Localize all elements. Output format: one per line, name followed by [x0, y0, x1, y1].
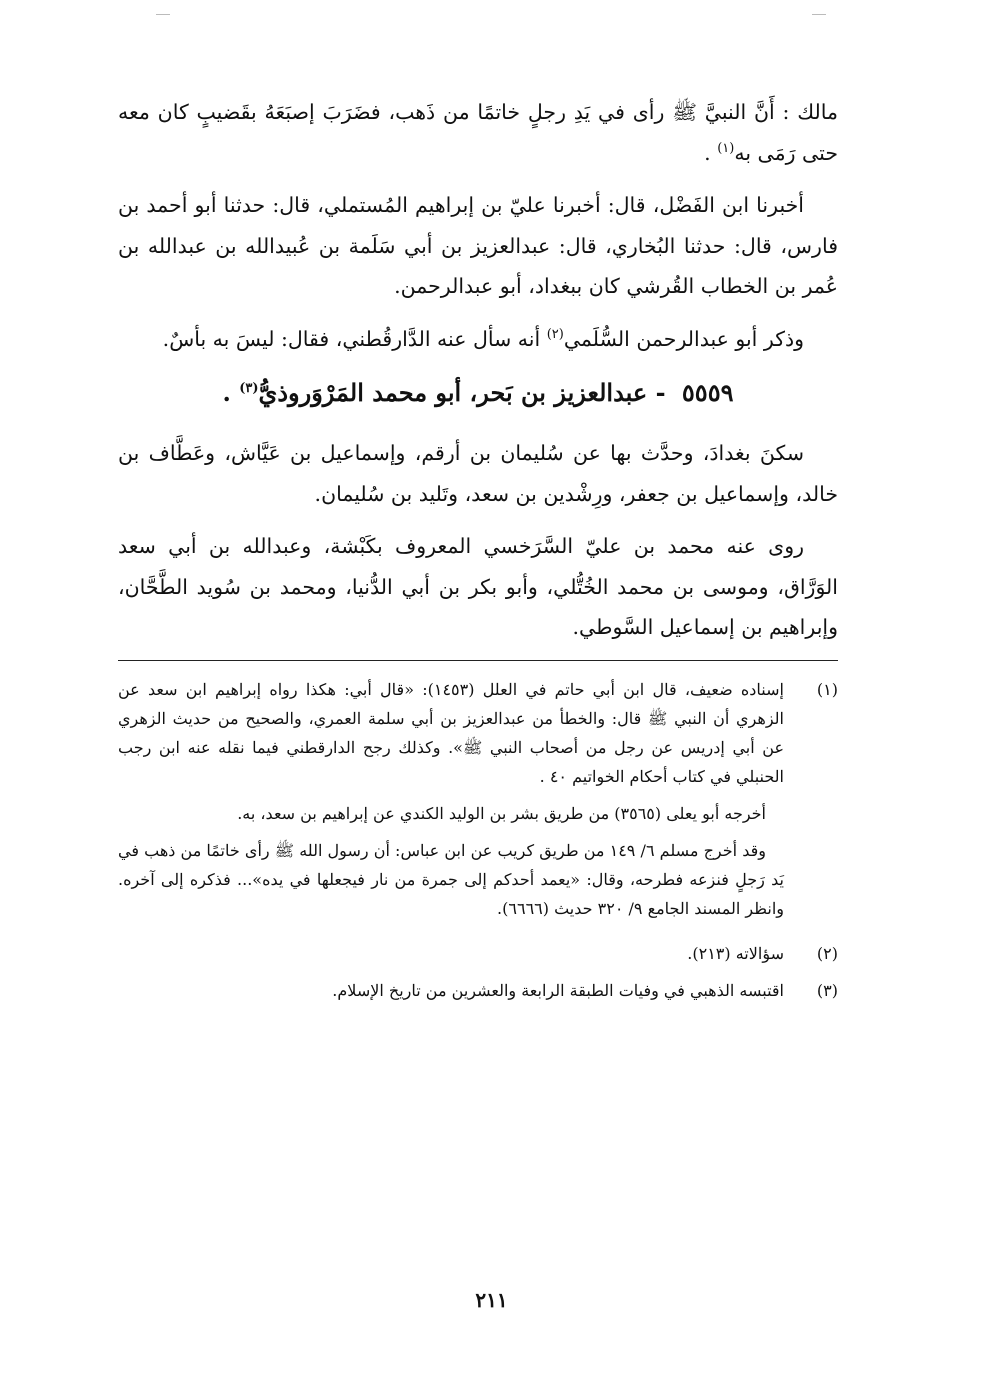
paragraph-1-text: مالك : أَنَّ النبيَّ ﷺ رأى في يَدِ رجلٍ خاتمًا من ذَهب، فضَرَبَ إصبَعَهُ بقَضيبٍ كان معه حتى رَمَى به — [118, 100, 838, 165]
paragraph-4: سكنَ بغدادَ، وحدَّث بها عن سُليمان بن أرقم، وإسماعيل بن عَيَّاش، وعَطَّاف بن خالد، وإسماعيل بن جعفر، ورِشْدين بن سعد، وتَليد بن سُليمان. — [118, 441, 838, 506]
paragraph-3-text: وذكر أبو عبدالرحمن السُّلَمي — [563, 326, 804, 351]
paragraph-1 — [118, 92, 838, 173]
footnote-3 — [118, 976, 838, 1005]
entry-number: ٥٥٥٩ — [681, 378, 734, 407]
entry-heading — [118, 371, 838, 415]
page-number: ٢١١ — [475, 1288, 508, 1312]
paragraph-5: روى عنه محمد بن عليّ السَّرَخسي المعروف بكَبْشة، وعبدالله بن أبي سعد الوَرَّاق، وموسى بن محمد الخُتُّلي، وأبو بكر بن أبي الدُّنيا، ومحمد بن سُويد الطَّحَّان، وإبراهيم بن إسماعيل السَّوطي. — [118, 534, 838, 639]
footnote-1-text — [118, 675, 784, 931]
footnote-1-paragraph: وقد أخرج مسلم ٦/ ١٤٩ من طريق كريب عن ابن عباس: أن رسول الله ﷺ رأى خاتمًا من ذهب في يَد رَجلٍ فنزعه فطرحه، وقال: «يعمد أحدكم إلى جمرة من نار فيجعلها في يده»... فذكره إلى آخره. وانظر المسند الجامع ٩/ ٣٢٠ حديث (٦٦٦٦). — [118, 840, 784, 918]
footnote-3-text: اقتبسه الذهبي في وفيات الطبقة الرابعة والعشرين من تاريخ الإسلام. — [332, 980, 784, 1000]
paragraph-3 — [118, 319, 838, 360]
entry-title: - عبدالعزيز بن بَحر، أبو محمد المَرْوَروذيُّ — [258, 378, 666, 407]
footnotes — [118, 675, 838, 1005]
footnote-3-mark: (٣) — [816, 980, 838, 1000]
paragraph-1-end: . — [704, 140, 718, 165]
page-content — [118, 92, 838, 1013]
top-mark-right — [812, 14, 826, 15]
footnote-1 — [118, 675, 838, 931]
footnote-1-mark: (١) — [816, 679, 838, 699]
footnote-ref-2[interactable]: (٢) — [546, 326, 564, 342]
footnote-divider — [118, 660, 838, 661]
footnote-ref-1[interactable]: (١) — [717, 140, 735, 156]
footnote-2-text: سؤالاته (٢١٣). — [687, 943, 784, 963]
top-mark-left — [156, 14, 170, 15]
paragraph-2: أخبرنا ابن الفَضْل، قال: أخبرنا عليّ بن إبراهيم المُستملي، قال: حدثنا أبو أحمد بن فارس، قال: حدثنا البُخاري، قال: عبدالعزيز بن أبي سَلَمة بن عُبيدالله بن عبدالله بن عُمر بن الخطاب القُرشي كان ببغداد، أبو عبدالرحمن. — [118, 193, 838, 298]
entry-heading-end: . — [222, 378, 240, 407]
footnote-1-paragraph: أخرجه أبو يعلى (٣٥٦٥) من طريق بشر بن الوليد الكندي عن إبراهيم بن سعد، به. — [237, 803, 766, 823]
footnote-ref-3[interactable]: (٣) — [239, 381, 259, 396]
paragraph-3-end: أنه سأل عنه الدَّارقُطني، فقال: ليسَ به بأسٌ. — [162, 326, 547, 351]
footnote-2-mark: (٢) — [816, 943, 838, 963]
footnote-1-paragraph: إسناده ضعيف، قال ابن أبي حاتم في العلل (١٤٥٣): «قال أبي: هكذا رواه إبراهيم ابن سعد عن الزهري أن النبي ﷺ قال: والخطأ من عبدالعزيز بن أبي سلمة العمري، والصحيح من حديث الزهري عن أبي إدريس عن رجل من أصحاب النبي ﷺ». وكذلك رجح الدارقطني فيما نقله عنه ابن رجب الحنبلي في كتاب أحكام الخواتيم ٤٠ . — [118, 679, 784, 786]
footnote-2 — [118, 939, 838, 968]
